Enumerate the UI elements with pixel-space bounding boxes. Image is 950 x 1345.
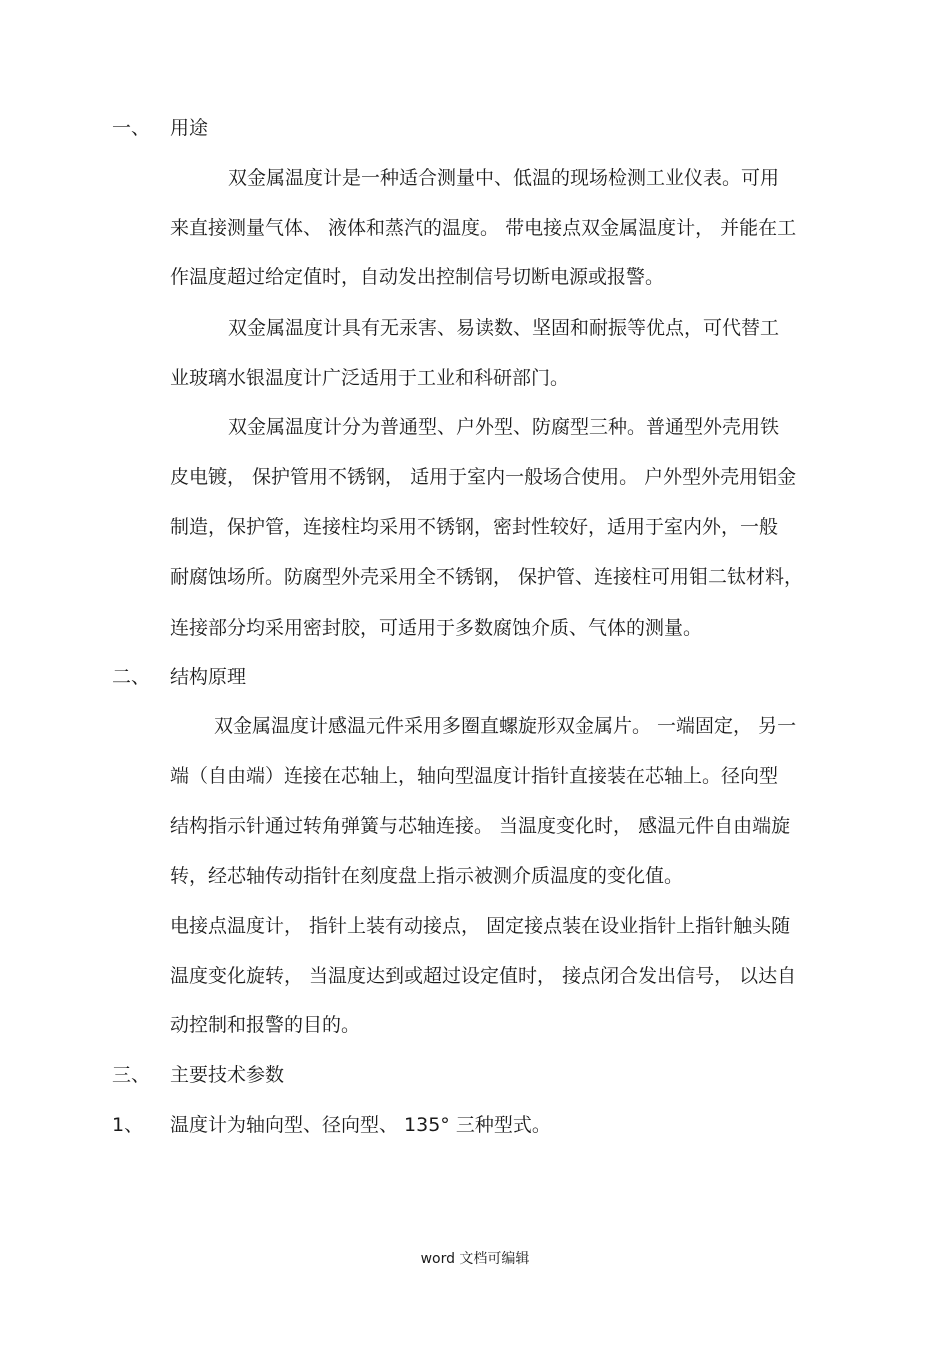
paragraph-line: 动控制和报警的目的。 bbox=[170, 1014, 361, 1036]
paragraph-line: 双金属温度计分为普通型、户外型、防腐型三种。普通型外壳用铁 bbox=[228, 416, 780, 438]
paragraph-line: 端（自由端）连接在芯轴上，轴向型温度计指针直接装在芯轴上。径向型 bbox=[170, 765, 779, 787]
paragraph-line: 来直接测量气体、 液体和蒸汽的温度。 带电接点双金属温度计， 并能在工 bbox=[170, 217, 797, 239]
paragraph-line: 电接点温度计， 指针上装有动接点， 固定接点装在设业指针上指针触头随 bbox=[170, 915, 791, 937]
section-title: 用途 bbox=[170, 117, 209, 139]
page-footer: word 文档可编辑 bbox=[420, 1251, 530, 1267]
section-number: 三、 bbox=[112, 1064, 151, 1086]
paragraph-line: 双金属温度计感温元件采用多圈直螺旋形双金属片。 一端固定， 另一 bbox=[214, 715, 797, 737]
section-title: 主要技术参数 bbox=[170, 1064, 285, 1086]
paragraph-line: 温度变化旋转， 当温度达到或超过设定值时， 接点闭合发出信号， 以达自 bbox=[170, 965, 797, 987]
section-number: 一、 bbox=[112, 117, 151, 139]
paragraph-line: 皮电镀， 保护管用不锈钢， 适用于室内一般场合使用。 户外型外壳用铝金 bbox=[170, 466, 797, 488]
list-item-number: 1、 bbox=[112, 1114, 144, 1136]
paragraph-line: 转，经芯轴传动指针在刻度盘上指示被测介质温度的变化值。 bbox=[170, 865, 684, 887]
list-item-text: 温度计为轴向型、径向型、 135° 三种型式。 bbox=[170, 1114, 551, 1136]
paragraph-line: 耐腐蚀场所。防腐型外壳采用全不锈钢， 保护管、连接柱可用钼二钛材料， bbox=[170, 566, 804, 588]
paragraph-line: 双金属温度计具有无汞害、易读数、坚固和耐振等优点，可代替工 bbox=[228, 317, 780, 339]
paragraph-line: 制造，保护管，连接柱均采用不锈钢，密封性较好，适用于室内外，一般 bbox=[170, 516, 779, 538]
paragraph-line: 结构指示针通过转角弹簧与芯轴连接。 当温度变化时， 感温元件自由端旋 bbox=[170, 815, 791, 837]
section-title: 结构原理 bbox=[170, 666, 247, 688]
paragraph-line: 作温度超过给定值时，自动发出控制信号切断电源或报警。 bbox=[170, 266, 665, 288]
paragraph-line: 业玻璃水银温度计广泛适用于工业和科研部门。 bbox=[170, 367, 570, 389]
paragraph-line: 连接部分均采用密封胶，可适用于多数腐蚀介质、气体的测量。 bbox=[170, 617, 703, 639]
section-number: 二、 bbox=[112, 666, 151, 688]
paragraph-line: 双金属温度计是一种适合测量中、低温的现场检测工业仪表。可用 bbox=[228, 167, 780, 189]
